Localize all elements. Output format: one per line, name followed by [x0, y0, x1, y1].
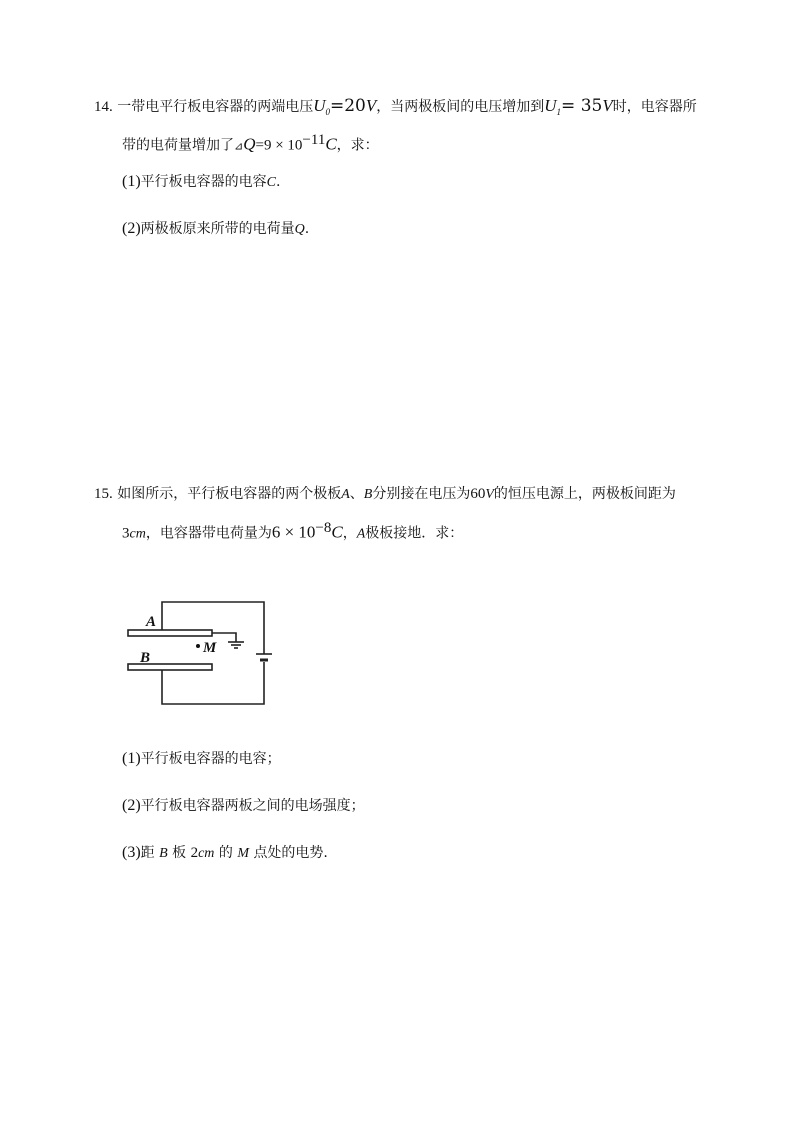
q15-text-1c: 的恒压电源上，两极板间距为 — [493, 486, 676, 502]
q14-text-1c: 时，电容器所 — [612, 99, 697, 115]
q15-A2: A — [356, 526, 366, 542]
q15-sub3-d: 点处的电势. — [253, 845, 328, 861]
q15-sep: 、 — [349, 486, 364, 502]
q14-Q: Q — [243, 134, 256, 154]
q14-dq-exp: −11 — [302, 132, 326, 148]
q15-sub1-num: (1) — [122, 750, 141, 767]
q14-number: 14. — [94, 99, 113, 115]
q14-line1 — [94, 96, 697, 122]
q15-text-2b: ， — [342, 525, 357, 542]
q14-sub1 — [122, 172, 280, 193]
label-b: B — [140, 650, 151, 666]
point-m — [196, 644, 200, 648]
q15-text-1a: 如图所示，平行板电容器的两个极板 — [117, 486, 342, 502]
q15-line1 — [94, 484, 676, 505]
q15-charge: 6 × 10 — [271, 522, 316, 542]
q14-U1: U — [544, 96, 557, 115]
battery-icon — [256, 654, 272, 660]
q15-sub3-dist: 2 — [190, 845, 199, 861]
q14-U1-val: = 35 — [561, 96, 603, 116]
q14-line2 — [122, 130, 379, 157]
q15-sub3-c: 的 — [218, 845, 233, 861]
q15-dist-unit: cm — [129, 526, 146, 542]
q14-dq-val: =9 × 10 — [255, 137, 303, 154]
q14-sub1-end: . — [276, 174, 281, 190]
q15-charge-exp: −8 — [315, 520, 332, 536]
q14-sub2 — [122, 219, 309, 240]
capacitor-circuit-diagram — [120, 596, 280, 708]
q14-text-2b: ，求： — [336, 137, 379, 154]
q14-sub2-num: (2) — [122, 220, 141, 237]
q14-unit-v1: V — [365, 96, 377, 115]
q15-sub2 — [122, 796, 365, 816]
q14-sub2-text: 两极板原来所带的电荷量 — [140, 221, 295, 237]
q15-text-2c: 极板接地．求： — [365, 525, 464, 542]
q15-A: A — [341, 487, 350, 502]
plate-a — [128, 630, 212, 636]
q14-U1-sub: 1 — [556, 106, 562, 117]
q15-volt-unit: V — [485, 487, 494, 502]
q14-sub2-end: . — [304, 221, 310, 237]
q14-U0-sub: 0 — [325, 106, 330, 117]
q14-sub1-text: 平行板电容器的电容 — [140, 174, 267, 190]
q14-unit-c: C — [325, 134, 337, 154]
q15-volt: 60 — [470, 486, 486, 502]
q15-sub3 — [122, 843, 328, 864]
q14-sub1-var: C — [266, 175, 276, 190]
q15-sub1 — [122, 749, 281, 769]
q15-B: B — [363, 487, 373, 502]
q15-number: 15. — [94, 486, 113, 502]
q15-dist: 3 — [122, 525, 130, 542]
q14-unit-v2: V — [602, 96, 613, 115]
q14-sub2-var: Q — [294, 222, 305, 237]
q15-sub2-text: 平行板电容器两板之间的电场强度； — [140, 798, 365, 814]
q14-sub1-num: (1) — [122, 173, 141, 190]
q14-U0-val: =20 — [329, 96, 366, 116]
q15-text-1b: 分别接在电压为 — [372, 486, 471, 502]
q14-delta: ⊿ — [234, 139, 244, 153]
q15-sub3-num: (3) — [122, 844, 141, 861]
label-a: A — [146, 614, 157, 630]
q14-U0: U — [313, 96, 326, 115]
q14-text-2a: 带的电荷量增加了 — [122, 137, 234, 154]
q15-sub3-M: M — [237, 846, 249, 861]
q15-sub3-b: 板 — [172, 845, 187, 861]
q15-sub3-B: B — [159, 846, 168, 861]
label-m: M — [203, 640, 217, 656]
q15-sub3-unit: cm — [198, 846, 215, 861]
q15-sub2-num: (2) — [122, 797, 141, 814]
q15-line2 — [122, 518, 463, 545]
q15-sub3-a: 距 — [140, 845, 155, 861]
q14-text-1a: 一带电平行板电容器的两端电压 — [117, 99, 314, 115]
q15-sub1-text: 平行板电容器的电容； — [140, 751, 281, 767]
q14-text-1b: ，当两极板间的电压增加到 — [376, 99, 545, 115]
q15-charge-unit: C — [331, 522, 343, 542]
q15-text-2a: ，电容器带电荷量为 — [145, 525, 272, 542]
